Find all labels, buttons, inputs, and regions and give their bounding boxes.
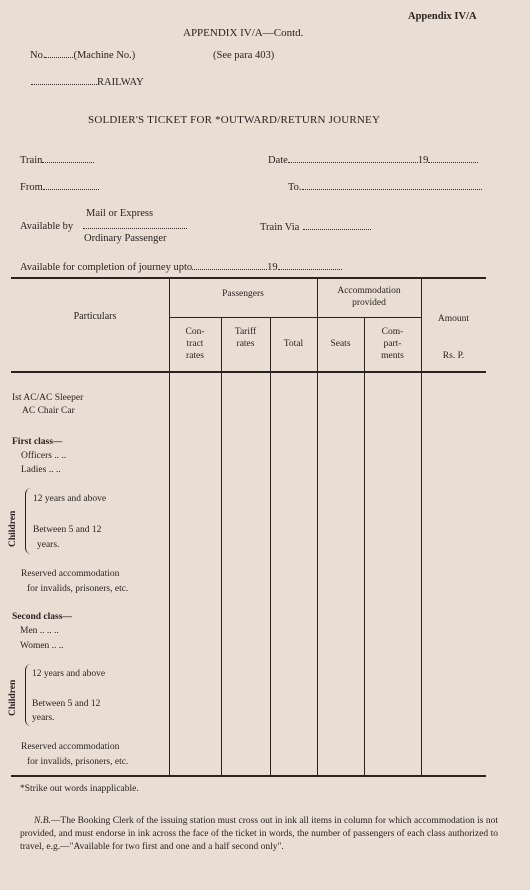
strike-out-footnote: *Strike out words inapplicable. [20, 784, 139, 794]
col-divider-5 [364, 317, 365, 775]
table-header-bottom-rule [11, 371, 486, 373]
ticket-title: SOLDIER'S TICKET FOR *OUTWARD/RETURN JOURNEY [88, 114, 381, 126]
to-field [288, 180, 482, 193]
completion-year: 19 [267, 262, 278, 273]
available-by-rule [83, 228, 187, 229]
row-women: Women .. .. [20, 641, 64, 651]
tariff-line-2: rates [236, 339, 255, 349]
contract-rates-header [169, 326, 221, 362]
from-label: From [20, 182, 43, 193]
compartments-header [364, 326, 421, 362]
train-field [20, 153, 94, 166]
nb-note [20, 815, 498, 854]
children-label-2: Children [8, 679, 18, 716]
number-line [30, 48, 135, 61]
railway-line [31, 75, 144, 88]
nb-text: —The Booking Clerk of the issuing station must cross out in ink all items in column for which accommodation is not provided, and must endorse in ink across the face of the ticket in words, the number of passengers of each class authorized to travel, e.g.—"Available for two first and one and a half second only". [20, 816, 498, 852]
row-officers: Officers .. .. [21, 451, 67, 461]
from-dotted-line [43, 180, 99, 190]
row-twelve-above-2: 12 years and above [32, 669, 106, 679]
no-label: No. [30, 50, 46, 61]
ordinary-passenger: Ordinary Passenger [84, 233, 167, 244]
children-brace-1 [25, 488, 31, 554]
row-ladies: Ladies .. .. [21, 465, 61, 475]
train-label: Train [20, 155, 43, 166]
railway-label: RAILWAY [97, 77, 144, 88]
contract-line-2: tract [186, 339, 204, 349]
rs-p-header: Rs. P. [442, 351, 465, 361]
row-men: Men .. .. .. [20, 626, 59, 636]
total-header: Total [283, 339, 304, 349]
row-between-1a: Between 5 and 12 [33, 525, 102, 535]
row-reserved-1b: for invalids, prisoners, etc. [27, 584, 129, 594]
available-by: Available by [20, 221, 74, 232]
row-between-2a: Between 5 and 12 [32, 699, 101, 709]
nb-label: N.B. [34, 816, 51, 826]
children-brace-2 [25, 664, 31, 726]
mail-express: Mail or Express [86, 208, 154, 219]
completion-year-dotted-line [278, 260, 342, 270]
row-twelve-above-1: 12 years and above [33, 494, 107, 504]
tariff-line-1: Tariff [234, 327, 257, 337]
railway-dotted-line [31, 75, 97, 85]
row-reserved-1a: Reserved accommodation [21, 569, 120, 579]
date-year-dotted-line [428, 153, 478, 163]
machine-no-label: (Machine No.) [73, 50, 136, 61]
completion-label: Available for completion of journey upto [20, 262, 193, 273]
table-top-rule [11, 277, 486, 279]
accommodation-header [317, 285, 421, 309]
completion-dotted-line [192, 260, 267, 270]
amount-header: Amount [437, 314, 470, 324]
completion-field [20, 260, 342, 273]
table-bottom-rule [11, 775, 486, 777]
compartments-line-2: part- [383, 339, 402, 349]
row-between-1b: years. [37, 540, 60, 550]
train-via-label: Train Via [260, 222, 300, 233]
train-via-dotted-line [303, 220, 371, 230]
contract-line-1: Con- [185, 327, 205, 337]
to-label: To. [288, 182, 302, 193]
date-year: 19 [417, 155, 429, 166]
appendix-reference: Appendix IV/A [408, 11, 477, 22]
accommodation-line-1: Accommodation [337, 286, 401, 296]
appendix-title: APPENDIX IV/A—Contd. [183, 27, 304, 39]
passengers-header: Passengers [222, 289, 264, 299]
seats-header: Seats [330, 339, 351, 349]
row-ac-chair: AC Chair Car [22, 406, 75, 416]
row-reserved-2b: for invalids, prisoners, etc. [27, 757, 129, 767]
particulars-header: Particulars [73, 311, 117, 322]
col-divider-4 [317, 277, 318, 775]
row-between-2b: years. [32, 713, 55, 723]
row-second-class: Second class— [12, 612, 72, 622]
see-para: (See para 403) [213, 50, 275, 61]
tariff-rates-header [221, 326, 270, 350]
compartments-line-1: Com- [381, 327, 404, 337]
no-dotted-line [45, 48, 73, 58]
contract-line-3: rates [186, 351, 204, 361]
children-label-1: Children [8, 510, 18, 547]
group-header-rule [169, 317, 421, 318]
date-field [268, 153, 478, 166]
train-via-field [260, 220, 371, 233]
col-divider-3 [270, 317, 271, 775]
compartments-line-3: ments [381, 351, 404, 361]
col-divider-2 [221, 317, 222, 775]
date-label: Date [268, 155, 288, 166]
train-dotted-line [42, 153, 94, 163]
from-field [20, 180, 99, 193]
date-dotted-line [288, 153, 418, 163]
to-dotted-line [302, 180, 482, 190]
accommodation-line-2: provided [352, 298, 386, 308]
row-reserved-2a: Reserved accommodation [21, 742, 120, 752]
row-first-class: First class— [12, 437, 63, 447]
row-ac-sleeper: Ist AC/AC Sleeper [12, 393, 84, 403]
